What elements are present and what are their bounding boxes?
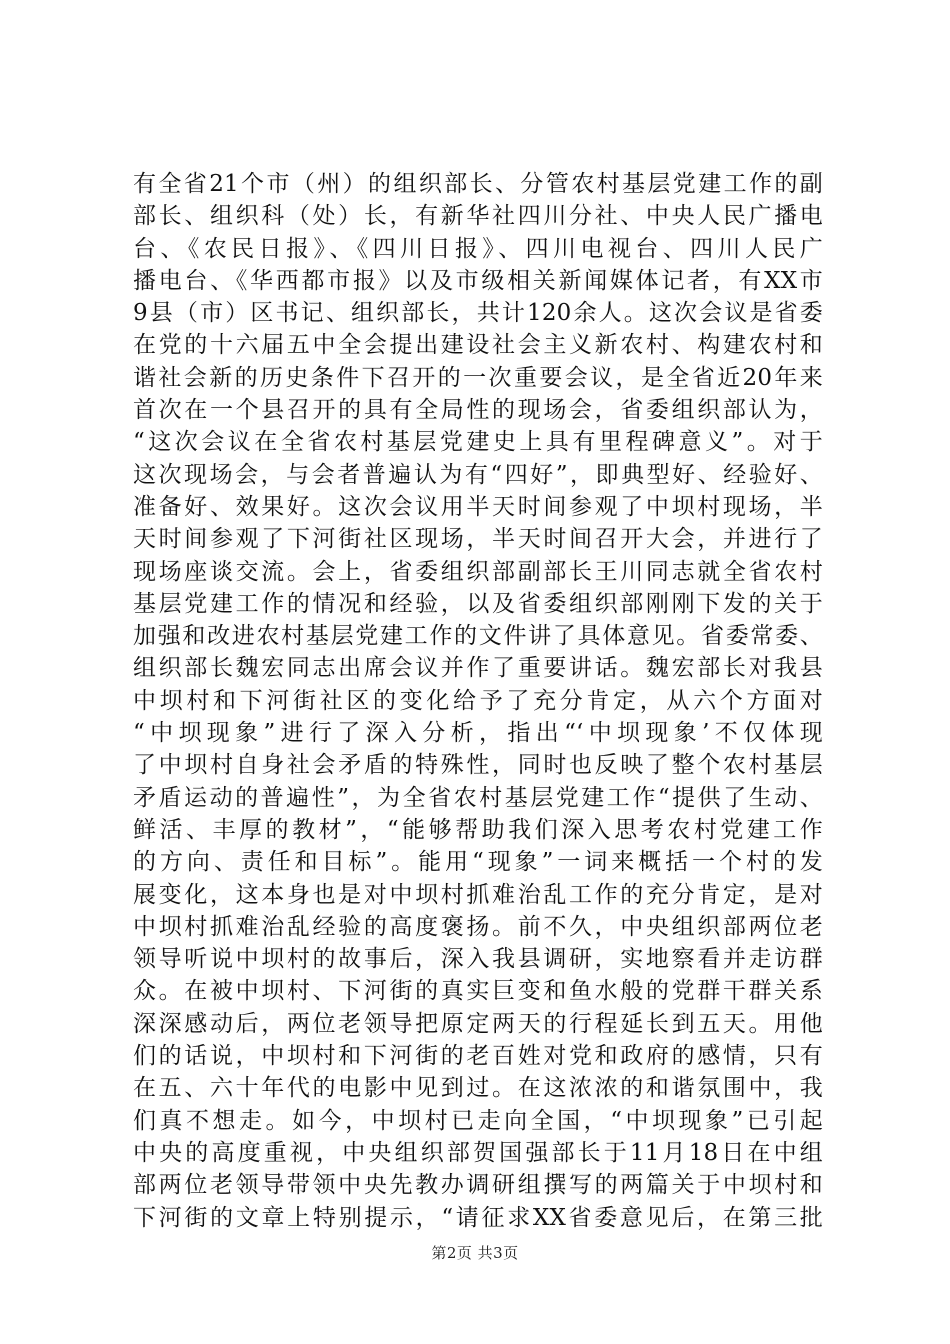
text-line: 谐社会新的历史条件下召开的一次重要会议，是全省近20年来 <box>133 364 823 391</box>
body-text <box>133 168 823 1234</box>
text-line: 中坝村和下河街社区的变化给予了充分肯定，从六个方面对 <box>133 687 823 714</box>
text-line: 下河街的文章上特别提示，“请征求XX省委意见后，在第三批 <box>133 1204 823 1231</box>
text-line: “这次会议在全省农村基层党建史上具有里程碑意义”。对于 <box>133 429 823 456</box>
text-line: 台、《农民日报》、《四川日报》、四川电视台、四川人民广 <box>133 235 823 262</box>
text-line: 天时间参观了下河街社区现场，半天时间召开大会，并进行了 <box>133 526 823 553</box>
text-line: 部长、组织科（处）长，有新华社四川分社、中央人民广播电 <box>133 203 823 230</box>
text-line: 首次在一个县召开的具有全局性的现场会，省委组织部认为， <box>133 397 823 424</box>
text-line: 深深感动后，两位老领导把原定两天的行程延长到五天。用他 <box>133 1010 823 1037</box>
text-line: 展变化，这本身也是对中坝村抓难治乱工作的充分肯定，是对 <box>133 881 823 908</box>
text-line: 组织部长魏宏同志出席会议并作了重要讲话。魏宏部长对我县 <box>133 655 823 682</box>
text-line: 有全省21个市（州）的组织部长、分管农村基层党建工作的副 <box>133 171 823 197</box>
text-line: 准备好、效果好。这次会议用半天时间参观了中坝村现场，半 <box>133 493 823 520</box>
text-line: 领导听说中坝村的故事后，深入我县调研，实地察看并走访群 <box>133 946 823 973</box>
text-line: 矛盾运动的普遍性”，为全省农村基层党建工作“提供了生动、 <box>133 784 823 811</box>
text-line: 的方向、责任和目标”。能用“现象”一词来概括一个村的发 <box>133 849 823 876</box>
text-line: 在五、六十年代的电影中见到过。在这浓浓的和谐氛围中，我 <box>133 1075 823 1102</box>
text-line: “中坝现象”进行了深入分析，指出“‘中坝现象’不仅体现 <box>133 720 823 747</box>
text-line: 中央的高度重视，中央组织部贺国强部长于11月18日在中组 <box>133 1139 823 1166</box>
text-line: 基层党建工作的情况和经验，以及省委组织部刚刚下发的关于 <box>133 590 823 617</box>
text-line: 在党的十六届五中全会提出建设社会主义新农村、构建农村和 <box>133 332 823 359</box>
text-line: 们的话说，中坝村和下河街的老百姓对党和政府的感情，只有 <box>133 1043 823 1070</box>
page-footer: 第2页 共3页 <box>431 1244 519 1262</box>
text-line: 播电台、《华西都市报》以及市级相关新闻媒体记者，有XX市 <box>133 267 823 294</box>
text-line: 加强和改进农村基层党建工作的文件讲了具体意见。省委常委、 <box>133 623 823 650</box>
text-line: 众。在被中坝村、下河街的真实巨变和鱼水般的党群干群关系 <box>133 978 823 1005</box>
text-line: 现场座谈交流。会上，省委组织部副部长王川同志就全省农村 <box>133 558 823 585</box>
text-line: 鲜活、丰厚的教材”，“能够帮助我们深入思考农村党建工作 <box>133 816 823 843</box>
text-line: 这次现场会，与会者普遍认为有“四好”，即典型好、经验好、 <box>133 461 823 488</box>
text-line: 中坝村抓难治乱经验的高度褒扬。前不久，中央组织部两位老 <box>133 913 823 940</box>
text-line: 了中坝村自身社会矛盾的特殊性，同时也反映了整个农村基层 <box>133 752 823 779</box>
text-line: 9县（市）区书记、组织部长，共计120余人。这次会议是省委 <box>133 300 823 327</box>
text-line: 部两位老领导带领中央先教办调研组撰写的两篇关于中坝村和 <box>133 1172 823 1199</box>
text-line: 们真不想走。如今，中坝村已走向全国，“中坝现象”已引起 <box>133 1107 823 1134</box>
